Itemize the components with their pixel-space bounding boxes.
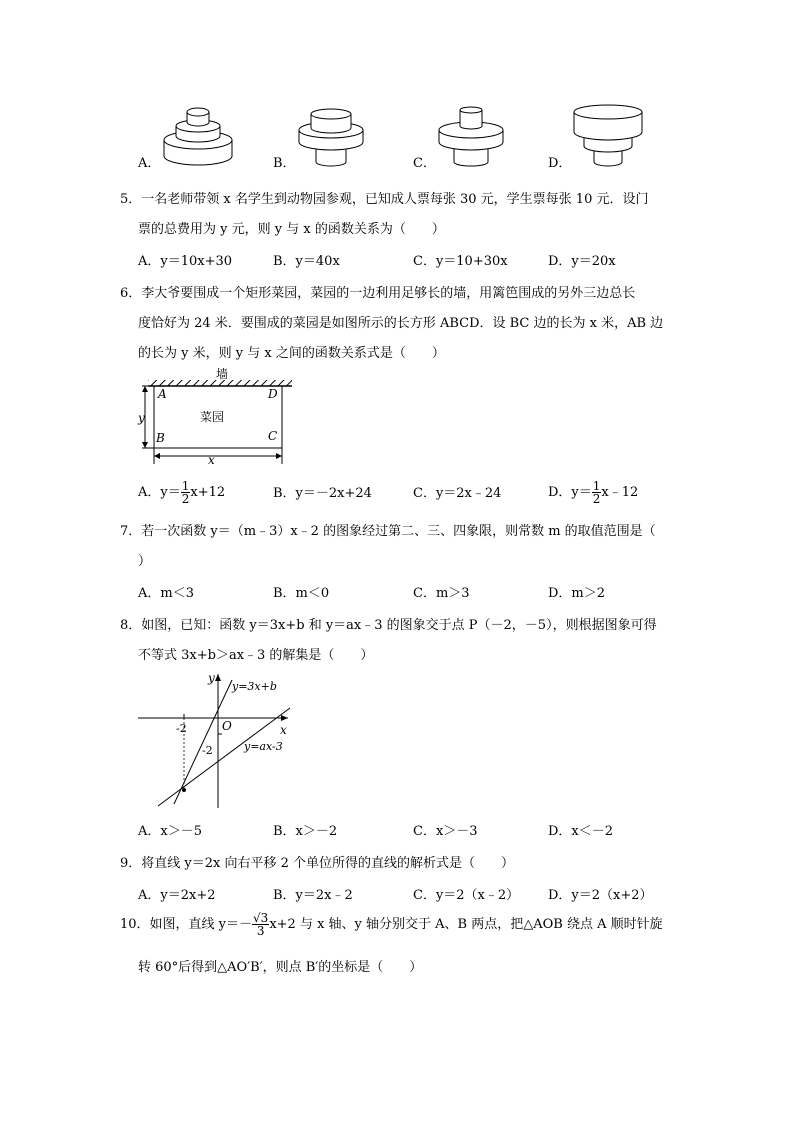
q10-stem-line2: 转 60°后得到△AO′B′，则点 B′的坐标是（ ） — [138, 960, 423, 975]
q6-garden-figure — [136, 366, 298, 468]
line2-label: y=ax-3 — [244, 740, 283, 753]
q5-option-b: B．y＝40x — [273, 254, 340, 269]
q8-option-a: A．x＞－5 — [138, 824, 202, 839]
line-3x-plus-b — [174, 680, 232, 804]
garden-label: 菜园 — [200, 410, 225, 424]
q7-option-b: B．m＜0 — [273, 586, 330, 601]
x-dimension-label: x — [208, 453, 215, 467]
vertex-c: C — [268, 429, 278, 443]
q4-option-d: D． — [548, 156, 572, 171]
q8-option-d: D．x＜－2 — [548, 824, 614, 839]
q5-option-a: A．y＝10x+30 — [138, 254, 233, 269]
q6-stem-line1: 6．李大爷要围成一个矩形菜园，菜园的一边利用足够长的墙，用篱笆围成的另外三边总长 — [120, 286, 636, 301]
q6-option-a: A．y＝ $\frac{1}{2}$ x+12 — [138, 479, 226, 506]
q4-option-c: C． — [413, 156, 436, 171]
wall-label: 墙 — [216, 367, 229, 381]
q4-option-a: A． — [138, 156, 161, 171]
q7-stem-line1: 7．若一次函数 y＝（m﹣3）x﹣2 的图象经过第二、三、四象限，则常数 m 的取值范围是（ — [120, 524, 656, 539]
q6-stem-line2: 度恰好为 24 米．要围成的菜园是如图所示的长方形 ABCD．设 BC 边的长为 x 米，AB 边 — [138, 316, 664, 331]
q4-figure-d — [572, 104, 644, 170]
vertex-d: D — [268, 387, 278, 401]
q5-option-c: C．y＝10+30x — [413, 254, 508, 269]
q7-option-c: C．m＞3 — [413, 586, 470, 601]
q9-option-c: C．y＝2（x﹣2） — [413, 888, 520, 903]
x-tick-label: -2 — [176, 722, 187, 735]
q6-option-d: D．y＝ $\frac{1}{2}$ x﹣12 — [548, 479, 639, 506]
q5-option-d: D．y＝20x — [548, 254, 616, 269]
q6-option-c: C．y＝2x﹣24 — [413, 486, 502, 501]
q8-option-c: C．x＞－3 — [413, 824, 478, 839]
q9-option-a: A．y＝2x+2 — [138, 888, 216, 903]
q7-option-a: A．m＜3 — [138, 586, 194, 601]
q8-stem-line1: 8．如图，已知：函数 y＝3x+b 和 y＝ax﹣3 的图象交于点 P（－2，－5），则根据图象可得 — [120, 618, 657, 633]
origin-label: O — [222, 719, 232, 733]
vertex-a: A — [158, 387, 167, 401]
q9-option-b: B．y＝2x﹣2 — [273, 888, 353, 903]
q6-option-b: B．y＝－2x+24 — [273, 486, 372, 501]
q6-stem-line3: 的长为 y 米，则 y 与 x 之间的函数关系式是（ ） — [138, 346, 445, 361]
q9-option-d: D．y＝2（x+2） — [548, 888, 653, 903]
y-axis-label: y — [208, 671, 215, 685]
q5-stem-line2: 票的总费用为 y 元，则 y 与 x 的函数关系为（ ） — [138, 222, 445, 237]
q4-figure-b — [296, 106, 366, 170]
y-dimension-label: y — [138, 411, 145, 425]
q10-stem-line1: 10．如图，直线 y＝－ $\frac{√3}{3}$ x+2 与 x 轴、y 轴分别交于 A、B 两点，把△AOB 绕点 A 顺时针旋 — [120, 911, 663, 938]
q5-stem-line1: 5．一名老师带领 x 名学生到动物园参观，已知成人票每张 30 元，学生票每张 10 元．设门 — [120, 192, 649, 207]
line1-label: y=3x+b — [232, 680, 277, 693]
q4-option-b: B． — [273, 156, 296, 171]
y-tick-label: -2 — [202, 744, 213, 757]
q9-stem-line1: 9．将直线 y＝2x 向右平移 2 个单位所得的直线的解析式是（ ） — [120, 856, 515, 871]
x-axis-label: x — [280, 723, 287, 737]
vertex-b: B — [156, 431, 165, 445]
q4-figure-c — [436, 104, 506, 170]
q8-stem-line2: 不等式 3x+b＞ax﹣3 的解集是（ ） — [138, 648, 374, 663]
q7-stem-line2: ） — [138, 554, 152, 569]
q7-option-d: D．m＞2 — [548, 586, 606, 601]
q8-graph-figure — [136, 668, 296, 810]
q8-option-b: B．x＞－2 — [273, 824, 338, 839]
q4-figure-a — [158, 102, 238, 168]
